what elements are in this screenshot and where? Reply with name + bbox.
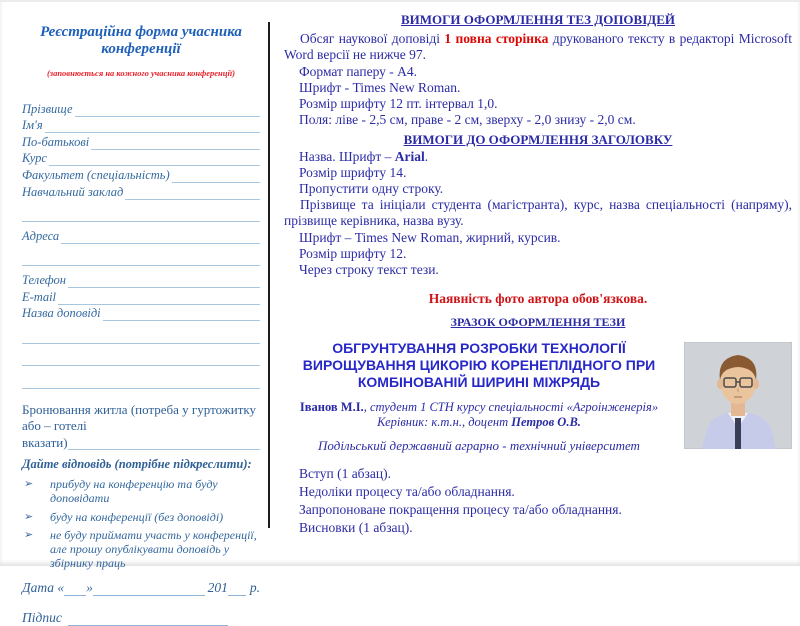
option-label: прибуду на конференцію та буду доповідати [50,477,218,505]
field-label: Прізвище [22,101,73,116]
structure-line: Висновки (1 абзац). [299,519,413,535]
field-label: Адреса [22,228,60,243]
author-details: , студент 1 СТН курсу спеціальності «Агроінженерія» [363,399,659,414]
field-label: Факультет (спеціальність) [22,167,170,182]
registration-form [22,18,260,626]
blank-line [22,250,260,267]
write-in-line [125,185,260,200]
sample-thesis [284,340,792,537]
write-in-line [22,329,260,344]
sample-structure [284,465,792,537]
paragraph-text: друкованого тексту в редакторі Microsoft Word версії не нижче 97. [284,31,792,63]
blank-line [22,372,260,389]
requirements-heading: ВИМОГИ ОФОРМЛЕННЯ ТЕЗ ДОПОВІДЕЙ [400,12,676,27]
field-label: Назва доповіді [22,306,101,321]
write-in-line [22,251,260,266]
form-subtitle: (заповнюється на кожного учасника конференції) [46,68,236,78]
font-name-bold: Arial [394,148,425,164]
field-patronymic [22,133,260,150]
arrow-bullet-icon: ➢ [24,509,34,523]
field-surname [22,100,260,117]
date-label: Дата « [22,579,65,595]
write-in-line [68,273,260,288]
answer-heading: Дайте відповідь (потрібне підкреслити): [22,457,252,472]
housing-label: вказати) [22,434,68,450]
write-in-line [49,151,260,166]
highlight-red-text: 1 повна сторінка [444,31,549,47]
write-in-line [45,118,260,133]
date-year: 201 [207,579,228,595]
supervisor-name: Петров О.В. [511,415,581,430]
requirement-line: Розмір шрифту 14. [299,164,407,180]
write-in-line [68,435,260,450]
date-quote: » [86,579,93,595]
arrow-bullet-icon: ➢ [24,528,34,542]
write-in-line [64,580,86,596]
sample-university: Подільський державний аграрно - технічний університет [318,437,640,453]
write-in-line [172,168,260,183]
column-divider [268,22,270,528]
housing-line1: Бронювання житла (потреба у гуртожитку або – готелі [22,401,257,433]
supervisor-details: Керівник: к.т.н., доцент [377,415,512,430]
field-label: Телефон [22,272,66,287]
structure-line: Запропоноване покращення процесу та/або обладнання. [299,501,622,517]
sample-title: ОБГРУНТУВАННЯ РОЗРОБКИ ТЕХНОЛОГІЇ ВИРОЩУВАННЯ ЦИКОРІЮ КОРЕНЕПЛІДНОГО ПРИ КОМБІНОВАНІЙ ШИРИНІ МІЖРЯДЬ [302,339,656,390]
option-attend-only [22,511,260,525]
field-course [22,150,260,167]
blank-line [22,206,260,223]
requirements-column [284,12,792,537]
option-attend-report [22,478,260,506]
write-in-line [22,351,260,366]
date-field [22,577,260,596]
field-label: Ім'я [22,118,43,133]
requirement-line: Пропустити одну строку. [299,181,444,197]
signature-label: Підпис [22,609,62,625]
field-label: Курс [22,151,47,166]
write-in-line [68,610,228,626]
field-label: По-батькові [22,134,90,149]
write-in-line [75,102,260,117]
field-email [22,288,260,305]
requirement-line: Шрифт - Times New Roman. [299,79,461,95]
requirement-line: Шрифт – Times New Roman, жирний, курсив. [299,229,561,245]
field-address [22,227,260,244]
write-in-line [228,580,246,596]
field-institution [22,183,260,200]
field-report-title [22,305,260,322]
date-suffix: р. [249,579,260,595]
write-in-line [93,580,205,596]
field-phone [22,271,260,288]
field-label: E-mail [22,289,57,304]
volume-paragraph [284,31,792,63]
option-label: не буду приймати участь у конференції, але прошу опублікувати доповідь у збірнику праць [50,528,257,571]
paragraph-text: Обсяг наукової доповіді [300,31,445,47]
field-firstname [22,117,260,134]
blank-line [22,350,260,367]
line-text: . [424,148,429,164]
housing-field [22,402,260,450]
write-in-line [22,207,260,222]
structure-line: Недоліки процесу та/або обладнання. [299,483,515,499]
write-in-line [58,290,260,305]
requirement-line: Поля: ліве - 2,5 см, праве - 2 см, зверху - 2,0 знизу - 2,0 см. [299,112,636,128]
write-in-line [91,135,260,150]
write-in-line [103,306,260,321]
housing-line2 [22,433,260,450]
write-in-line [22,374,260,389]
arrow-bullet-icon: ➢ [24,477,34,491]
option-publish-only [22,529,260,570]
author-name: Іванов М.І. [299,399,364,414]
field-label: Навчальний заклад [22,184,124,199]
requirement-line: Розмір шрифту 12 пт. інтервал 1,0. [299,96,498,112]
line-text: Назва. Шрифт – [299,148,395,164]
author-info-paragraph: Прізвище та ініціали студента (магістранта), курс, назва спеціальності (напряму), прізвище керівника, назва вузу. [284,197,792,229]
answer-options [22,478,260,571]
requirement-line [284,149,792,165]
form-fields [22,100,260,389]
author-photo [684,342,792,449]
photo-required-note: Наявність фото автора обов'язкова. [428,291,648,307]
title-requirements-heading: ВИМОГИ ДО ОФОРМЛЕННЯ ЗАГОЛОВКУ [403,132,673,148]
option-label: буду на конференції (без доповіді) [50,509,224,524]
sample-heading: ЗРАЗОК ОФОРМЛЕННЯ ТЕЗИ [450,315,626,330]
structure-line: Вступ (1 абзац). [299,465,391,481]
blank-line [22,327,260,344]
requirement-line: Розмір шрифту 12. [299,245,407,261]
write-in-line [61,229,260,244]
field-faculty [22,166,260,183]
form-title: Реєстраційна форма учасника конференції [40,24,242,57]
requirement-line: Через строку текст тези. [299,262,439,278]
signature-field [22,607,260,626]
requirement-line: Формат паперу - А4. [299,63,418,79]
